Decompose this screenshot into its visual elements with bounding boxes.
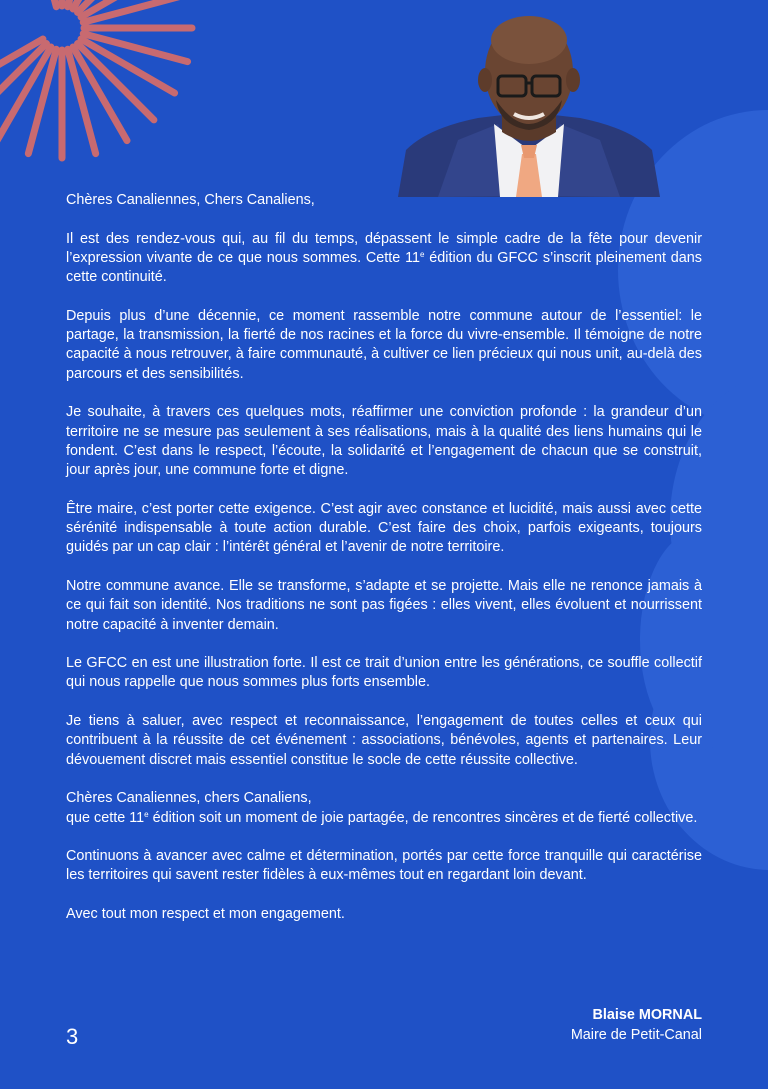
signature xyxy=(571,1005,702,1045)
signatory-name: Blaise MORNAL xyxy=(592,1007,702,1023)
paragraph-8: Chères Canaliennes, chers Canaliens, que cette 11e édition soit un moment de joie partagée, de rencontres sincères et de fierté collective. xyxy=(66,790,698,826)
firework-decoration xyxy=(0,0,192,158)
paragraph-4: Être maire, c’est porter cette exigence. C’est agir avec constance et lucidité, mais aussi avec cette sérénité indispensable à toute action durable. C’est faire des choix, parfois exigeants, toujours guidés par un cap clair : l’intérêt général et l’avenir de notre territoire. xyxy=(66,500,702,556)
paragraph-7: Je tiens à saluer, avec respect et reconnaissance, l’engagement de toutes celles et ceux qui contribuent à la réussite de cet événement : associations, bénévoles, agents et partenaires. Leur dévouement discret mais essentiel constitue le socle de cette réussite collective. xyxy=(66,713,702,768)
firework-ray xyxy=(28,0,56,7)
paragraph-5: Notre commune avance. Elle se transforme, s’adapte et se projette. Mais elle ne renonce jamais à ce qui fait son identité. Nos traditions ne sont pas figées : elles vivent, elles évoluent et nourrissent notre capacité à inventer demain. xyxy=(66,577,702,633)
paragraph-2: Depuis plus d’une décennie, ce moment rassemble notre commune autour de l’essentiel: le partage, la transmission, la fierté de nos racines et la force du vivre-ensemble. Il témoigne de notre capacité à nous retrouver, à faire communauté, à cultiver ce lien précieux qui nous unit, au-delà des parcours et des sensibilités. xyxy=(66,307,702,382)
paragraph-6: Le GFCC en est une illustration forte. Il est ce trait d’union entre les générations, ce souffle collectif qui nous rappelle que nous sommes plus forts ensemble. xyxy=(66,655,702,691)
mayor-portrait xyxy=(398,0,660,197)
mayor-letter xyxy=(66,191,702,944)
page-number: 3 xyxy=(66,1024,79,1049)
closing: Avec tout mon respect et mon engagement. xyxy=(66,905,345,922)
signatory-title: Maire de Petit-Canal xyxy=(570,1027,702,1043)
paragraph-3: Je souhaite, à travers ces quelques mots, réaffirmer une conviction profonde : la grandeur d’un territoire ne se mesure pas seulement à ses réalisations, mais à la qualité des liens humains qui le fondent. C’est dans le respect, l’écoute, la solidarité et l’engagement de chacun que se construit, jour après jour, une commune forte et digne. xyxy=(66,404,702,479)
paragraph-9: Continuons à avancer avec calme et détermination, portés par cette force tranquille qui caractérise les territoires qui savent rester fidèles à eux-mêmes tout en regardant loin devant. xyxy=(66,848,702,884)
salutation: Chères Canaliennes, Chers Canaliens, xyxy=(66,192,315,208)
paragraph-1: Il est des rendez-vous qui, au fil du temps, dépassent le simple cadre de la fête pour devenir l’expression vivante de ce que nous sommes. Cette 11e édition du GFCC s’inscrit pleinement dans cette continuité. xyxy=(66,230,703,286)
